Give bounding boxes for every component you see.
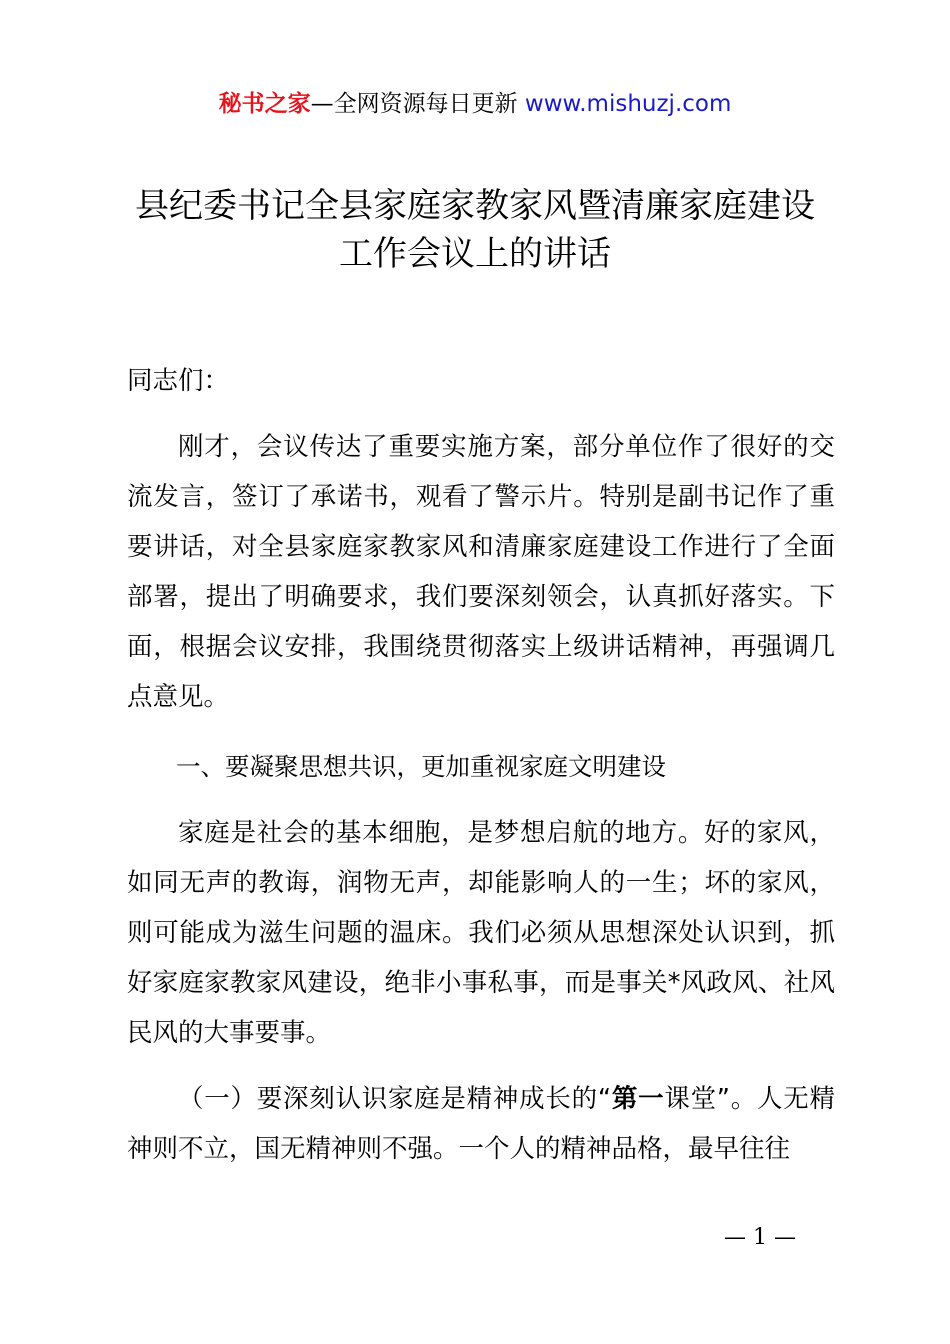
document-title — [100, 182, 850, 278]
subsection-1-prefix: （一）要深刻认识家庭是精神成长的“ — [178, 1084, 612, 1114]
site-brand: 秘书之家 — [218, 91, 311, 117]
salutation: 同志们： — [127, 366, 230, 396]
paragraph-opening: 刚才，会议传达了重要实施方案，部分单位作了很好的交流发言，签订了承诺书，观看了警示片。特别是副书记作了重要讲话，对全县家庭家教家风和清廉家庭建设工作进行了全面部署，提出了明确要求，我们要深刻领会，认真抓好落实。下面，根据会议安排，我围绕贯彻落实上级讲话精神，再强调几点意见。 — [127, 432, 835, 712]
title-line-2: 工作会议上的讲话 — [339, 234, 611, 274]
section-heading-1: 一、要凝聚思想共识，更加重视家庭文明建设 — [176, 752, 666, 781]
subsection-1-bold: 第一 — [611, 1084, 665, 1114]
paragraph-family-importance: 家庭是社会的基本细胞，是梦想启航的地方。好的家风，如同无声的教诲，润物无声，却能影响人的一生；坏的家风，则可能成为滋生问题的温床。我们必须从思想深处认识到，抓好家庭家教家风建设，绝非小事私事，而是事关*风政风、社风民风的大事要事。 — [127, 818, 835, 1048]
site-banner — [0, 86, 950, 122]
site-url-link[interactable]: www.mishuzj.com — [524, 91, 732, 117]
subsection-1-suffix: 课堂”。人无精神则不立，国无精神则不强。一个人的精神品格，最早往往 — [127, 1084, 835, 1164]
site-slogan: —全网资源每日更新 — [310, 91, 518, 117]
title-line-1: 县纪委书记全县家庭家教家风暨清廉家庭建设 — [135, 186, 815, 226]
paragraph-subsection-1 — [127, 1074, 835, 1174]
document-body — [127, 356, 835, 1174]
page-number: — 1 — — [724, 1225, 796, 1250]
